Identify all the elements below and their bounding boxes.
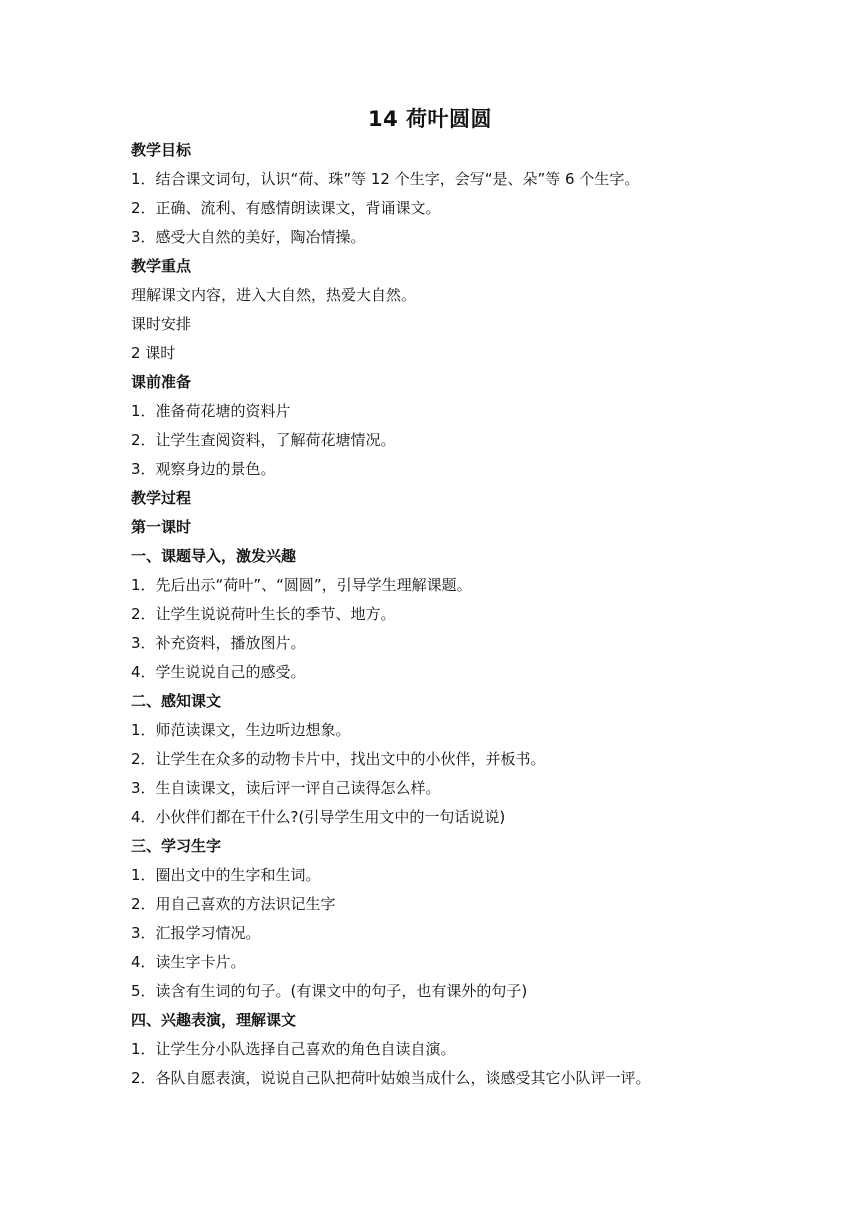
body-text-line: 1．准备荷花塘的资料片 [131, 402, 291, 420]
body-text-line: 1．先后出示“荷叶”、“圆圆”，引导学生理解课题。 [131, 576, 472, 594]
section-heading: 教学过程 [131, 489, 192, 507]
body-text-line: 1．让学生分小队选择自己喜欢的角色自读自演。 [131, 1040, 456, 1058]
section-heading: 一、课题导入，激发兴趣 [131, 547, 297, 565]
section-heading: 教学重点 [131, 257, 192, 275]
body-text-line: 2．让学生说说荷叶生长的季节、地方。 [131, 605, 396, 623]
body-text-line: 3．感受大自然的美好，陶冶情操。 [131, 228, 366, 246]
body-text-line: 1．师范读课文，生边听边想象。 [131, 721, 351, 739]
section-heading: 四、兴趣表演，理解课文 [131, 1011, 297, 1029]
body-text-line: 课时安排 [131, 315, 192, 333]
body-text-line: 4．学生说说自己的感受。 [131, 663, 306, 681]
body-text-line: 3．补充资料，播放图片。 [131, 634, 306, 652]
body-text-line: 3．观察身边的景色。 [131, 460, 276, 478]
body-text-line: 1．圈出文中的生字和生词。 [131, 866, 321, 884]
body-text-line: 3．汇报学习情况。 [131, 924, 261, 942]
body-text-line: 3．生自读课文，读后评一评自己读得怎么样。 [131, 779, 441, 797]
body-text-line: 4．读生字卡片。 [131, 953, 246, 971]
section-heading: 课前准备 [131, 373, 192, 391]
body-text-line: 2．各队自愿表演，说说自己队把荷叶姑娘当成什么，谈感受其它小队评一评。 [131, 1069, 651, 1087]
section-heading: 第一课时 [131, 518, 192, 536]
body-text-line: 理解课文内容，进入大自然，热爱大自然。 [131, 286, 417, 304]
body-text-line: 2 课时 [131, 344, 176, 362]
document-title: 14 荷叶圆圆 [367, 107, 493, 131]
body-text-line: 1．结合课文词句，认识“荷、珠”等 12 个生字，会写“是、朵”等 6 个生字。 [131, 170, 640, 188]
body-text-line: 2．正确、流利、有感情朗读课文，背诵课文。 [131, 199, 441, 217]
body-text-line: 4．小伙伴们都在干什么?(引导学生用文中的一句话说说) [131, 808, 506, 826]
section-heading: 三、学习生字 [131, 837, 222, 855]
section-heading: 教学目标 [131, 141, 192, 159]
body-text-line: 5．读含有生词的句子。(有课文中的句子，也有课外的句子) [131, 982, 528, 1000]
body-text-line: 2．让学生查阅资料，了解荷花塘情况。 [131, 431, 396, 449]
body-text-line: 2．让学生在众多的动物卡片中，找出文中的小伙伴，并板书。 [131, 750, 546, 768]
body-text-line: 2．用自己喜欢的方法识记生字 [131, 895, 336, 913]
section-heading: 二、感知课文 [131, 692, 222, 710]
